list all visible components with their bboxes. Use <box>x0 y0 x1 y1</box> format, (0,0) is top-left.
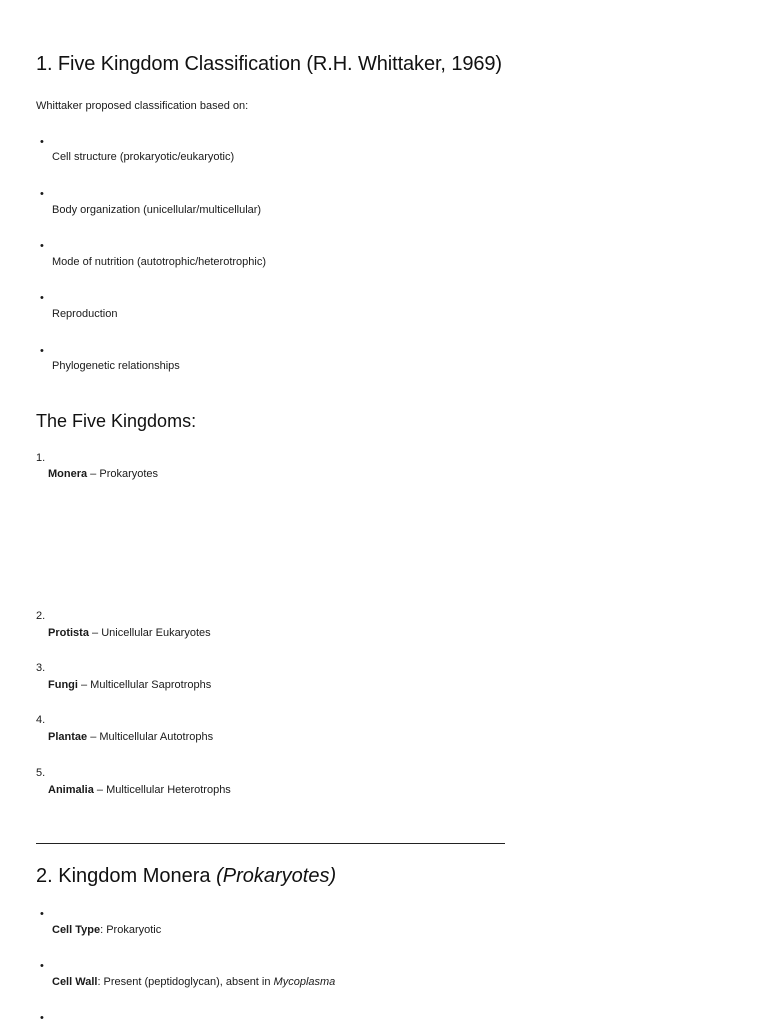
list-number: 3. <box>36 662 46 674</box>
kingdom-name: Plantae <box>48 731 88 743</box>
list-item <box>52 976 335 988</box>
kingdom-item-animalia <box>48 784 231 796</box>
bullet-marker: • <box>40 240 44 252</box>
kingdom-desc: – Unicellular Eukaryotes <box>88 627 211 639</box>
section-title-kingdom-monera <box>36 865 336 888</box>
list-item: Body organization (unicellular/multicellular) <box>52 204 262 216</box>
kingdom-desc: – Multicellular Heterotrophs <box>93 784 231 796</box>
bullet-marker: • <box>40 960 44 972</box>
kingdom-name: Monera <box>48 468 88 480</box>
bullet-marker: • <box>40 292 44 304</box>
list-item <box>52 924 161 936</box>
list-item: Cell structure (prokaryotic/eukaryotic) <box>52 151 235 163</box>
kingdom-name: Fungi <box>48 679 78 691</box>
list-item: Mode of nutrition (autotrophic/heterotrophic) <box>52 256 267 268</box>
kingdom-name: Protista <box>48 627 89 639</box>
title-plain: 2. Kingdom Monera <box>36 865 217 887</box>
section-title-five-kingdom: 1. Five Kingdom Classification (R.H. Whittaker, 1969) <box>36 53 502 75</box>
kingdom-desc: – Multicellular Saprotrophs <box>77 679 212 691</box>
list-number: 2. <box>36 610 46 622</box>
bullet-marker: • <box>40 345 44 357</box>
kingdom-desc: – Multicellular Autotrophs <box>87 731 214 743</box>
kingdom-item-monera <box>48 468 158 480</box>
list-number: 1. <box>36 452 46 464</box>
bullet-marker: • <box>40 1012 44 1024</box>
kingdom-item-protista <box>48 627 211 639</box>
property-value: : Present (peptidoglycan), absent in <box>97 976 274 988</box>
property-value: : Prokaryotic <box>100 924 162 936</box>
horizontal-divider <box>36 843 505 844</box>
kingdom-name: Animalia <box>48 784 94 796</box>
property-italic: Mycoplasma <box>273 976 336 988</box>
bullet-marker: • <box>40 188 44 200</box>
kingdom-item-plantae <box>48 731 213 743</box>
intro-text: Whittaker proposed classification based on: <box>36 100 249 112</box>
kingdom-desc: – Prokaryotes <box>87 468 159 480</box>
property-label: Cell Wall <box>52 976 98 988</box>
five-kingdoms-heading: The Five Kingdoms: <box>36 411 197 431</box>
kingdom-item-fungi <box>48 679 211 691</box>
bullet-marker: • <box>40 908 44 920</box>
bullet-marker: • <box>40 136 44 148</box>
list-number: 4. <box>36 714 46 726</box>
property-label: Cell Type <box>52 924 101 936</box>
title-italic: (Prokaryotes) <box>216 865 337 887</box>
list-item: Reproduction <box>52 308 118 320</box>
list-number: 5. <box>36 767 46 779</box>
list-item: Phylogenetic relationships <box>52 360 180 372</box>
